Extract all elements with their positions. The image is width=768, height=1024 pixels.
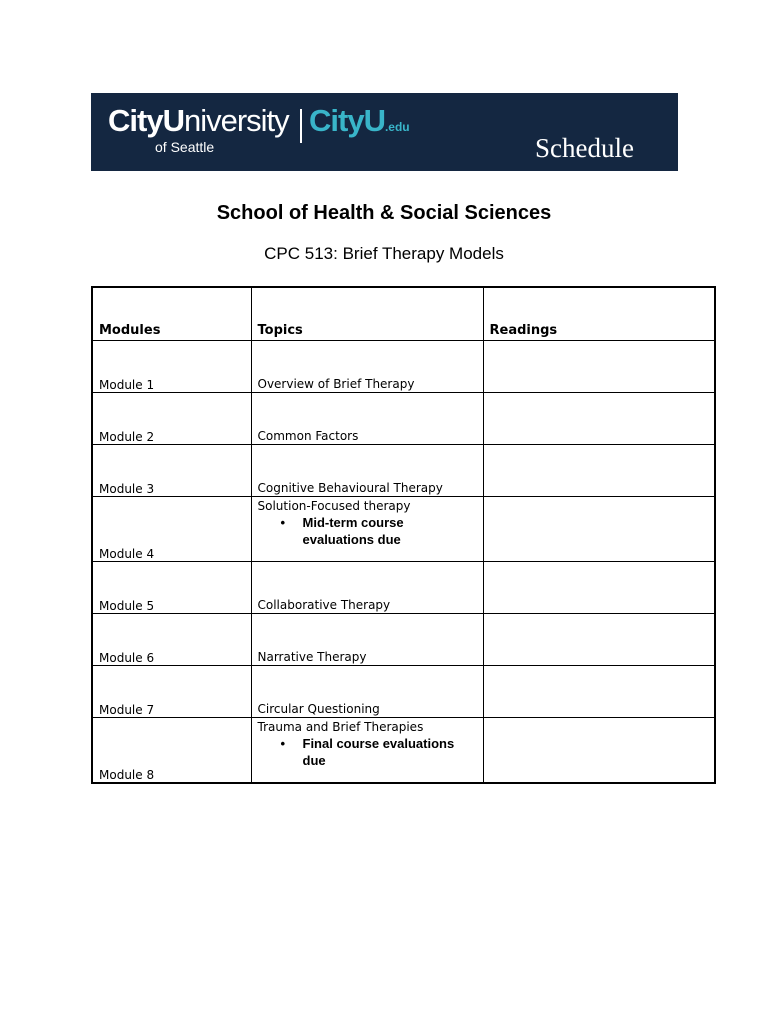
module-label: Module 5 — [99, 599, 155, 613]
logo-divider — [300, 109, 302, 143]
topic-label: Circular Questioning — [257, 702, 380, 716]
module-label: Module 2 — [99, 430, 155, 444]
module-label: Module 4 — [99, 547, 155, 561]
column-header-readings: Readings — [483, 287, 715, 341]
topic-label: Overview of Brief Therapy — [257, 377, 415, 391]
topic-note — [280, 514, 473, 548]
school-title: School of Health & Social Sciences — [216, 202, 552, 224]
module-cell — [92, 666, 251, 718]
table-row — [92, 445, 715, 497]
cityu-edu-logo: CityU.edu — [309, 103, 410, 138]
module-label: Module 7 — [99, 703, 155, 717]
topic-cell — [251, 562, 483, 614]
table-row — [92, 718, 715, 783]
module-cell — [92, 497, 251, 562]
module-cell — [92, 341, 251, 393]
module-cell — [92, 445, 251, 497]
topic-label: Common Factors — [257, 429, 359, 443]
bullet-icon: • — [280, 515, 286, 530]
topic-cell — [251, 445, 483, 497]
readings-cell — [483, 445, 715, 497]
table-header-row — [92, 287, 715, 341]
topic-cell — [251, 666, 483, 718]
table-row — [92, 497, 715, 562]
topic-note-text: Final course evaluations due — [302, 736, 455, 768]
readings-cell — [483, 341, 715, 393]
topic-label: Trauma and Brief Therapies — [257, 720, 424, 734]
column-header-modules: Modules — [92, 287, 251, 341]
module-label: Module 6 — [99, 651, 155, 665]
table-row — [92, 562, 715, 614]
topic-notes-list — [258, 735, 477, 769]
column-header-topics: Topics — [251, 287, 483, 341]
topic-cell — [251, 341, 483, 393]
course-title: CPC 513: Brief Therapy Models — [264, 244, 504, 263]
readings-cell — [483, 393, 715, 445]
readings-cell — [483, 614, 715, 666]
topic-cell — [251, 393, 483, 445]
readings-cell — [483, 562, 715, 614]
readings-cell — [483, 666, 715, 718]
cityuniversity-logo: CityUniversity — [108, 103, 289, 138]
topic-label: Solution-Focused therapy — [257, 499, 411, 513]
topic-label: Collaborative Therapy — [257, 598, 391, 612]
header-banner — [91, 93, 678, 171]
topic-cell — [251, 718, 483, 783]
module-label: Module 8 — [99, 767, 155, 782]
module-cell — [92, 562, 251, 614]
table-row — [92, 341, 715, 393]
schedule-table — [91, 286, 716, 784]
topic-label: Cognitive Behavioural Therapy — [257, 481, 443, 495]
module-label: Module 3 — [99, 482, 155, 496]
topic-label: Narrative Therapy — [257, 650, 367, 664]
table-row — [92, 666, 715, 718]
module-cell — [92, 614, 251, 666]
module-cell — [92, 393, 251, 445]
bullet-icon: • — [280, 736, 286, 751]
readings-cell — [483, 718, 715, 783]
table-row — [92, 393, 715, 445]
banner-title: Schedule — [535, 133, 634, 163]
readings-cell — [483, 497, 715, 562]
module-label: Module 1 — [99, 378, 155, 392]
logo-subtitle: of Seattle — [155, 139, 215, 155]
topic-note-text: Mid-term course evaluations due — [302, 515, 404, 547]
topic-notes-list — [258, 514, 477, 548]
module-cell — [92, 718, 251, 783]
topic-cell — [251, 497, 483, 562]
topic-note — [280, 735, 473, 769]
table-row — [92, 614, 715, 666]
topic-cell — [251, 614, 483, 666]
